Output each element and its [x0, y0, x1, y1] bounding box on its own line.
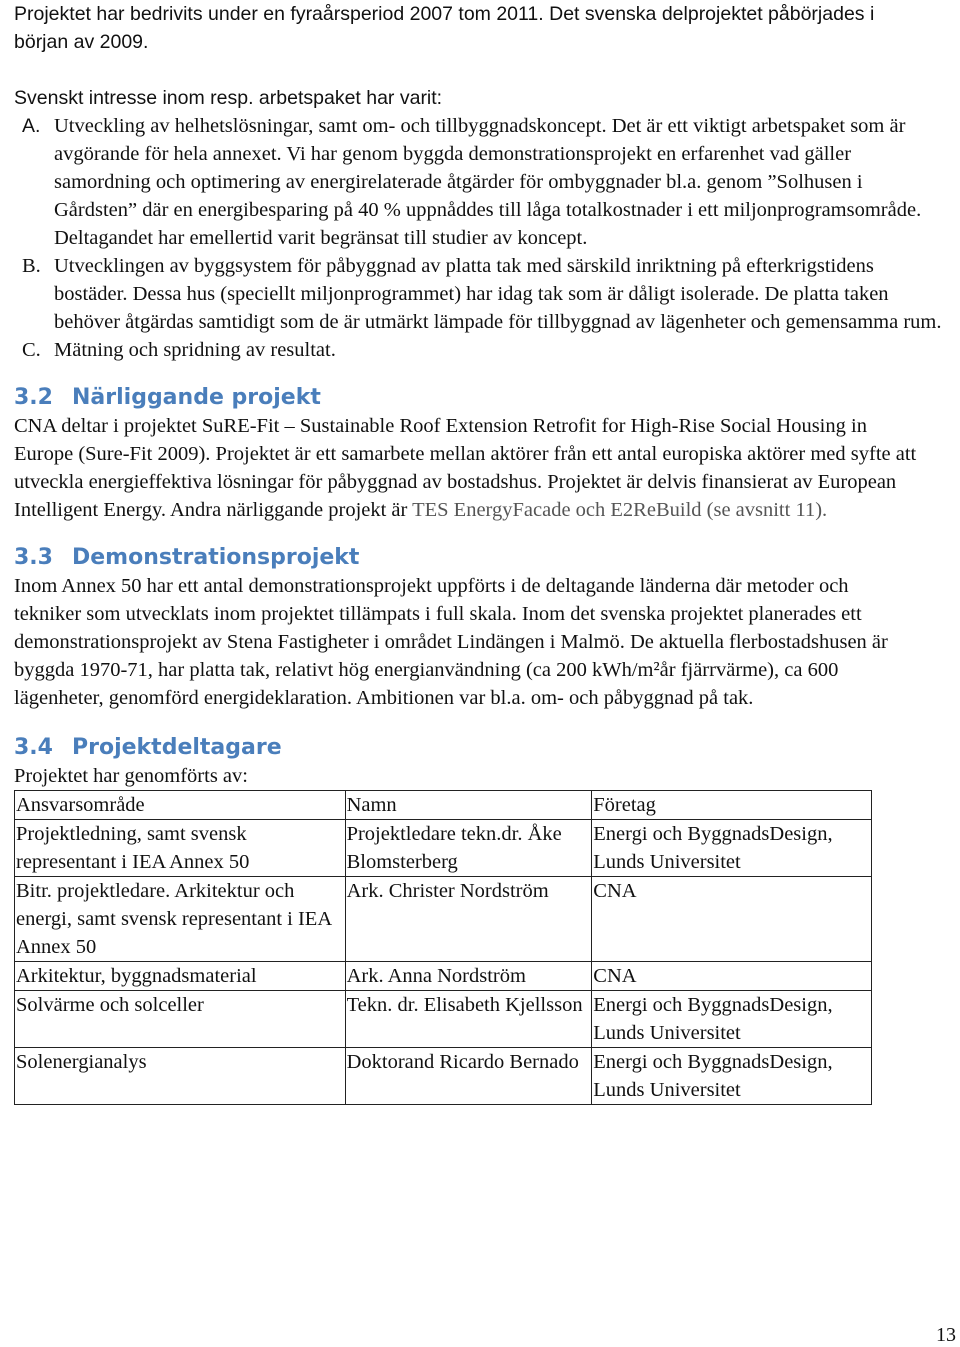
work-package-list	[14, 112, 948, 364]
list-item	[14, 252, 948, 336]
table-header-cell: Namn	[345, 791, 592, 820]
table-cell: Ark. Anna Nordström	[345, 962, 592, 991]
page-number: 13	[936, 1324, 956, 1346]
table-cell: Doktorand Ricardo Bernado	[345, 1048, 592, 1105]
table-header-cell: Ansvarsområde	[15, 791, 346, 820]
table-header-row	[15, 791, 872, 820]
list-marker: B.	[22, 255, 41, 277]
table-cell: Projektledare tekn.dr. Åke Blomsterberg	[345, 820, 592, 877]
participants-table	[14, 790, 872, 1105]
intro-paragraph: Projektet har bedrivits under en fyraårsperiod 2007 tom 2011. Det svenska delprojektet påbörjades i början av 2009.	[14, 3, 875, 53]
table-header-cell: Företag	[592, 791, 872, 820]
section-3-2-grey-text: TES EnergyFacade och E2ReBuild (se avsnitt 11).	[412, 499, 828, 521]
table-row	[15, 820, 872, 877]
list-item-text: Mätning och spridning av resultat.	[54, 339, 336, 361]
interest-intro: Svenskt intresse inom resp. arbetspaket har varit:	[14, 87, 443, 109]
list-item	[14, 112, 948, 252]
section-heading-3-4: 3.4 Projektdeltagare	[14, 735, 282, 760]
list-item-text: Utvecklingen av byggsystem för påbyggnad av platta tak med särskild inriktning på efterkrigstidens bostäder. Dessa hus (speciellt miljonprogrammet) har idag tak som är dåligt isolerade. De platta taken behöver åtgärdas samtidigt som de är utmärkt lämpade för tillbyggnad av lägenheter och gemensamma rum.	[54, 255, 942, 333]
table-cell: Solenergianalys	[15, 1048, 346, 1105]
table-row	[15, 962, 872, 991]
section-heading-3-2: 3.2 Närliggande projekt	[14, 385, 321, 410]
table-cell: Solvärme och solceller	[15, 991, 346, 1048]
list-marker: C.	[22, 339, 41, 361]
section-heading-3-3: 3.3 Demonstrationsprojekt	[14, 545, 360, 570]
list-item	[14, 336, 948, 364]
table-cell: Tekn. dr. Elisabeth Kjellsson	[345, 991, 592, 1048]
table-row	[15, 877, 872, 962]
list-item-text: genom ”Solhusen i Gårdsten” där en energibesparing på 40 % uppnåddes till låga totalkostnader i ett miljonprogramsområde. Deltagandet har emellertid varit begränsat till studier av koncept.	[54, 171, 922, 249]
table-cell: Arkitektur, byggnadsmaterial	[15, 962, 346, 991]
table-cell: Energi och ByggnadsDesign, Lunds Universitet	[592, 991, 872, 1048]
table-cell: CNA	[592, 877, 872, 962]
list-marker: A.	[22, 115, 41, 137]
table-cell: Ark. Christer Nordström	[345, 877, 592, 962]
table-cell: Projektledning, samt svensk representant i IEA Annex 50	[15, 820, 346, 877]
table-cell: Energi och ByggnadsDesign, Lunds Universitet	[592, 820, 872, 877]
table-cell: Bitr. projektledare. Arkitektur och energi, samt svensk representant i IEA Annex 50	[15, 877, 346, 962]
table-cell: Energi och ByggnadsDesign, Lunds Universitet	[592, 1048, 872, 1105]
participants-intro: Projektet har genomförts av:	[14, 765, 248, 787]
table-row	[15, 1048, 872, 1105]
list-item-text-sans: Utveckling av helhetslösningar, samt om- och tillbyggnadskoncept. Det är ett viktigt arbetspaket som är avgörande för hela annexet. Vi har genom byggda demonstrationsprojekt en erfarenhet vad gäller samordning och optimering av energirelaterade åtgärder för ombyggnader bl.a.	[54, 115, 906, 193]
section-3-2-body: CNA deltar i projektet SuRE-Fit – Sustainable Roof Extension Retrofit for High-Rise Social Housing in Europe (Sure-Fit 2009). Projektet är ett samarbete mellan aktörer från ett antal europiska aktörer med syfte att utveckla energieffektiva lösningar för påbyggnad av bostadshus. Projektet är delvis finansierat av European Intelligent Energy. Andra närliggande projekt är TES EnergyFacade och E2ReBuild (se avsnitt 11).	[14, 415, 917, 521]
document-page	[14, 0, 948, 1105]
section-3-3-body: Inom Annex 50 har ett antal demonstrationsprojekt uppförts i de deltagande länderna där metoder och tekniker som utvecklats inom projektet tillämpats i full skala. Inom det svenska projektet planerades ett demonstrationsprojekt av Stena Fastigheter i området Lindängen i Malmö. De aktuella flerbostadshusen är byggda 1970-71, har platta tak, relativt hög energianvändning (ca 200 kWh/m²år fjärrvärme), ca 600 lägenheter, genomförd energideklaration. Ambitionen var bl.a. om- och påbyggnad på tak.	[14, 575, 888, 709]
table-row	[15, 991, 872, 1048]
table-cell: CNA	[592, 962, 872, 991]
